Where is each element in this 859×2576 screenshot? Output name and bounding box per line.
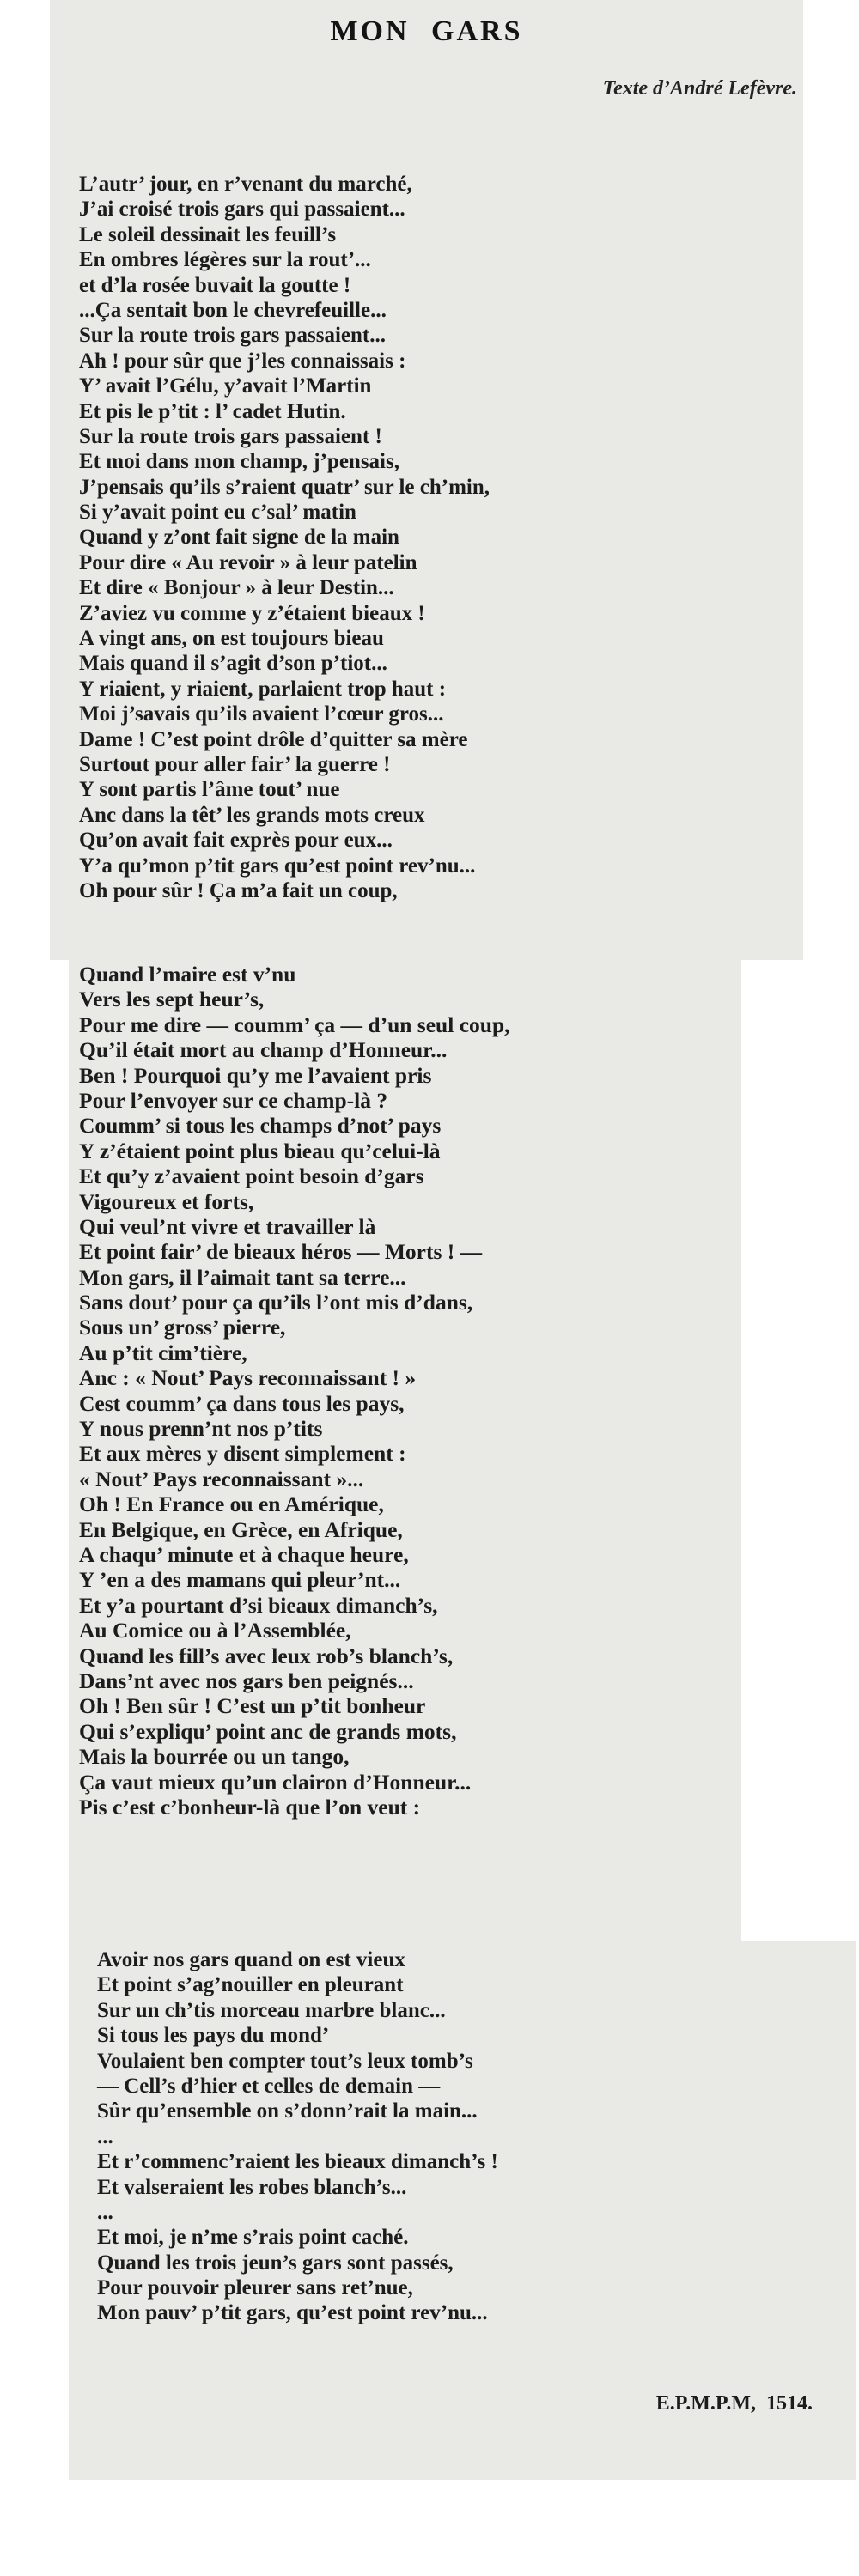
poem-line: Mon gars, il l’aimait tant sa terre... — [79, 1264, 406, 1290]
poem-line: Qu’il était mort au champ d’Honneur... — [79, 1037, 448, 1063]
poem-line: J’ai croisé trois gars qui passaient... — [79, 197, 405, 222]
poem-line: Quand l’maire est v’nu — [79, 962, 296, 987]
poem-line: Le soleil dessinait les feuill’s — [79, 222, 337, 246]
poem-line: Anc dans la têt’ les grands mots creux — [79, 803, 425, 827]
poem-line: Dans’nt avec nos gars ben peignés... — [79, 1668, 414, 1693]
poem-line: Mon pauv’ p’tit gars, qu’est point rev’nu... — [97, 2301, 488, 2325]
poem-line: Et dire « Bonjour » à leur Destin... — [79, 576, 394, 600]
poem-line: Y riaient, y riaient, parlaient trop haut : — [79, 677, 447, 701]
poem-line: Et aux mères y disent simplement : — [79, 1441, 406, 1467]
author-credit: Texte d’André Lefèvre. — [602, 77, 797, 100]
poem-line: et d’la rosée buvait la goutte ! — [79, 273, 351, 297]
poem-line: Sur la route trois gars passaient... — [79, 324, 386, 348]
poem-stanza-1 — [79, 172, 490, 903]
poem-line: Sur un ch’tis morceau marbre blanc... — [97, 1998, 446, 2022]
poem-line: Si y’avait point eu c’sal’ matin — [79, 501, 356, 525]
poem-line: Ben ! Pourquoi qu’y me l’avaient pris — [79, 1062, 432, 1088]
poem-line: Et moi, je n’me s’rais point caché. — [97, 2226, 409, 2250]
poem-line: Moi j’savais qu’ils avaient l’cœur gros... — [79, 702, 444, 726]
poem-line: ... — [97, 2124, 113, 2148]
poem-line: Y’ avait l’Gélu, y’avait l’Martin — [79, 374, 372, 398]
poem-line: Quand les fill’s avec leux rob’s blanch’s, — [79, 1643, 454, 1668]
poem-line: Qui veul’nt vivre et travailler là — [79, 1213, 376, 1239]
poem-line: Et point fair’ de bieaux héros — Morts ! — — [79, 1239, 483, 1265]
poem-line: Coumm’ si tous les champs d’not’ pays — [79, 1113, 442, 1139]
poem-line: Si tous les pays du mond’ — [97, 2024, 330, 2048]
poem-stanza-3 — [97, 1947, 498, 2326]
signature: E.P.M.P.M, 1514. — [655, 2392, 813, 2415]
poem-line: Z’aviez vu comme y z’étaient bieaux ! — [79, 601, 425, 625]
poem-line: « Nout’ Pays reconnaissant »... — [79, 1466, 364, 1492]
poem-line: ... — [97, 2200, 113, 2224]
poem-line: Cest coumm’ ça dans tous les pays, — [79, 1390, 405, 1416]
poem-line: Quand les trois jeun’s gars sont passés, — [97, 2251, 454, 2275]
poem-line: Vers les sept heur’s, — [79, 987, 265, 1012]
poem-line: Oh pour sûr ! Ça m’a fait un coup, — [79, 878, 398, 902]
poem-line: Voulaient ben compter tout’s leux tomb’s — [97, 2049, 473, 2073]
poem-line: Qu’on avait fait exprès pour eux... — [79, 829, 393, 853]
poem-line: Anc : « Nout’ Pays reconnaissant ! » — [79, 1365, 417, 1391]
poem-line: Sous un’ gross’ pierre, — [79, 1315, 286, 1340]
poem-line: Mais la bourrée ou un tango, — [79, 1744, 350, 1770]
poem-line: Mais quand il s’agit d’son p’tiot... — [79, 652, 387, 676]
poem-line: Avoir nos gars quand on est vieux — [97, 1948, 405, 1971]
poem-line: A chaqu’ minute et à chaque heure, — [79, 1541, 409, 1567]
poem-line: Pis c’est c’bonheur-là que l’on veut : — [79, 1794, 421, 1820]
poem-line: Sans dout’ pour ça qu’ils l’ont mis d’dans, — [79, 1290, 473, 1315]
poem-line: Et r’commenc’raient les bieaux dimanch’s ! — [97, 2150, 498, 2174]
poem-title: MON GARS — [330, 15, 523, 47]
poem-line: Et point s’ag’nouiller en pleurant — [97, 1973, 404, 1997]
poem-line: Sur la route trois gars passaient ! — [79, 424, 382, 448]
poem-line: Oh ! En France ou en Amérique, — [79, 1492, 384, 1517]
poem-line: Oh ! Ben sûr ! C’est un p’tit bonheur — [79, 1693, 426, 1719]
poem-line: Et pis le p’tit : l’ cadet Hutin. — [79, 399, 346, 423]
poem-line: Y’a qu’mon p’tit gars qu’est point rev’nu... — [79, 854, 476, 878]
poem-line: Quand y z’ont fait signe de la main — [79, 526, 399, 550]
poem-line: Au Comice ou à l’Assemblée, — [79, 1618, 351, 1643]
poem-line: En ombres légères sur la rout’... — [79, 248, 371, 272]
poem-line: Au p’tit cim’tière, — [79, 1340, 247, 1365]
poem-line: En Belgique, en Grèce, en Afrique, — [79, 1516, 403, 1542]
poem-line: Pour pouvoir pleurer sans ret’nue, — [97, 2276, 413, 2300]
poem-line: Qui s’expliqu’ point anc de grands mots, — [79, 1718, 457, 1744]
poem-line: Et valseraient les robes blanch’s... — [97, 2175, 407, 2199]
poem-line: A vingt ans, on est toujours bieau — [79, 627, 384, 651]
poem-line: Y ’en a des mamans qui pleur’nt... — [79, 1567, 401, 1593]
poem-line: — Cell’s d’hier et celles de demain — — [97, 2074, 441, 2098]
poem-line: Y sont partis l’âme tout’ nue — [79, 778, 340, 802]
poem-line: Pour dire « Au revoir » à leur patelin — [79, 550, 417, 574]
poem-line: Surtout pour aller fair’ la guerre ! — [79, 752, 391, 776]
poem-line: Y z’étaient point plus bieau qu’celui-là — [79, 1138, 441, 1163]
poem-line: Ça vaut mieux qu’un clairon d’Honneur... — [79, 1769, 472, 1795]
poem-line: ...Ça sentait bon le chevrefeuille... — [79, 298, 387, 322]
poem-line: Pour l’envoyer sur ce champ-là ? — [79, 1087, 388, 1113]
poem-line: Dame ! C’est point drôle d’quitter sa mère — [79, 727, 468, 751]
poem-line: J’pensais qu’ils s’raient quatr’ sur le ch’min, — [79, 475, 490, 499]
poem-line: Sûr qu’ensemble on s’donn’rait la main... — [97, 2099, 478, 2123]
poem-line: Y nous prenn’nt nos p’tits — [79, 1416, 323, 1442]
poem-line: Vigoureux et forts, — [79, 1188, 254, 1214]
poem-line: Et moi dans mon champ, j’pensais, — [79, 450, 399, 474]
poem-line: Et y’a pourtant d’si bieaux dimanch’s, — [79, 1592, 438, 1618]
poem-stanza-2 — [79, 962, 510, 1820]
poem-line: L’autr’ jour, en r’venant du marché, — [79, 173, 412, 196]
poem-line: Ah ! pour sûr que j’les connaissais : — [79, 349, 406, 373]
poem-line: Pour me dire — coumm’ ça — d’un seul coup, — [79, 1012, 510, 1037]
poem-line: Et qu’y z’avaient point besoin d’gars — [79, 1163, 424, 1189]
